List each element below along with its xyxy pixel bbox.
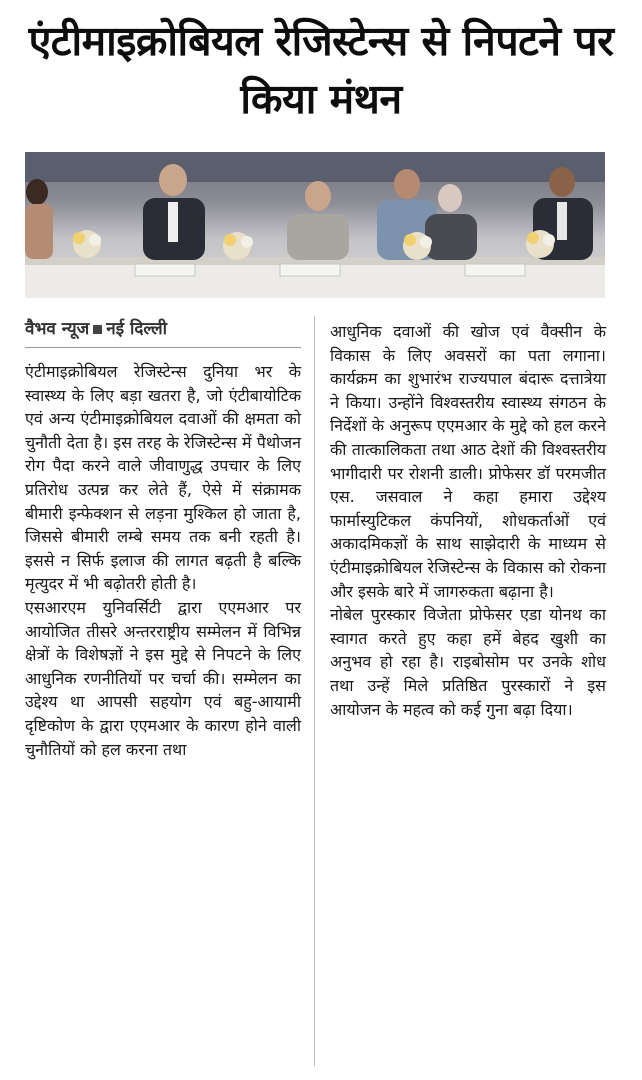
column-divider [314, 316, 315, 1066]
byline-city: नई दिल्ली [106, 319, 167, 339]
article-column-right [330, 320, 606, 721]
headline: एंटीमाइक्रोबियल रेजिस्टेन्स से निपटने पर किया मंथन [28, 17, 614, 123]
panel-discussion-illustration [25, 152, 605, 298]
byline-source: वैभव न्यूज [25, 319, 90, 339]
byline [25, 316, 301, 348]
byline-separator [93, 325, 102, 334]
article-column-left [25, 360, 301, 761]
event-photo [25, 152, 605, 298]
article-paragraph: नोबेल पुरस्कार विजेता प्रोफेसर एडा योनथ का स्वागत करते हुए कहा हमें बेहद खुशी का अनुभव हो रहा है। राइबोसोम पर उनके शोध तथा उन्हें मिले प्रतिष्ठित पुरस्कारों ने इस आयोजन के महत्व को कई गुना बढ़ा दिया। [330, 605, 606, 719]
article-paragraph: एसआरएम युनिवर्सिटी द्वारा एएमआर पर आयोजित तीसरे अन्तरराष्ट्रीय सम्मेलन में विभिन्न क्षेत्रों के विशेषज्ञों ने इस मुद्दे से निपटने के लिए आधुनिक रणनीतियों पर चर्चा की। सम्मेलन का उद्देश्य था आपसी सहयोग एवं बहु-आयामी दृष्टिकोण के द्वारा एएमआर के कारण होने वाली चुनौतियों को हल करना तथा [25, 597, 301, 759]
article-paragraph: एंटीमाइक्रोबियल रेजिस्टेन्स दुनिया भर के स्वास्थ्य के लिए बड़ा खतरा है, जो एंटीबायोटिक एवं अन्य एंटीमाइक्रोबियल दवाओं की क्षमता को चुनौती देता है। इस तरह के रेजिस्टेन्स में पैथोजन रोग पैदा करने वाले जीवाणुद्ध उपचार के लिए प्रतिरोध उत्पन्न कर लेते हैं, ऐसे में संक्रामक बीमारी इन्फेक्शन से लड़ना मुश्किल हो जाता है, जिससे बीमारी लम्बे समय तक बनी रहती है। इससे न सिर्फ इलाज की लागत बढ़ती है बल्कि मृत्युदर में भी बढ़ोतरी होती है। [25, 362, 301, 594]
article-paragraph: आधुनिक दवाओं की खोज एवं वैक्सीन के विकास के लिए अवसरों का पता लगाना। कार्यक्रम का शुभारंभ राज्यपाल बंदारू दत्तात्रेया ने किया। उन्होंने विश्वस्तरीय स्वास्थ्य संगठन के निर्देशों के अनुरूप एएमआर के मुद्दे को हल करने की तात्कालिकता तथा आठ देशों की विश्वस्तरीय भागीदारी पर रोशनी डाली। प्रोफेसर डॉ परमजीत एस. जसवाल ने कहा हमारा उद्देश्य फार्मास्युटिकल कंपनियों, शोधकर्ताओं एवं अकादमिकज्ञों के साथ साझेदारी के माध्यम से एंटीमाइक्रोबियल रेजिस्टेन्स के विकास को रोकना और इसके बारे में जागरुकता बढ़ाना है। [330, 322, 606, 601]
